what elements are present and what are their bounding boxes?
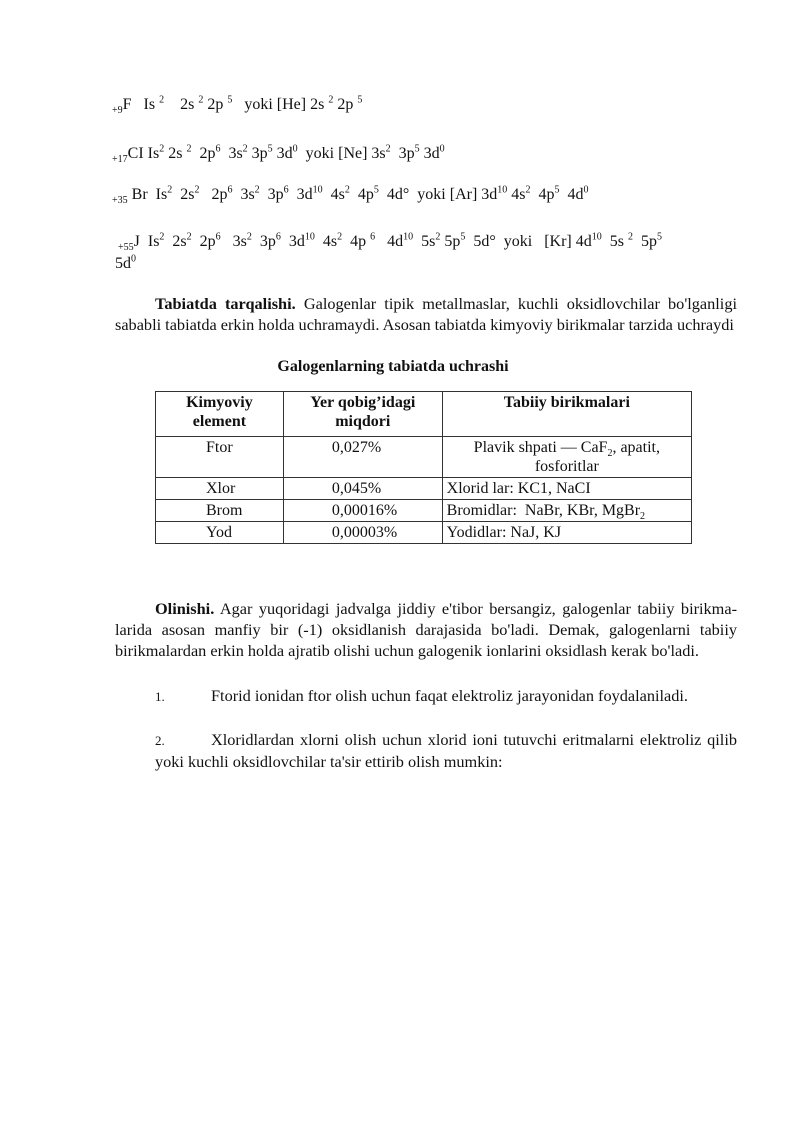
paragraph-text: Agar yuqoridagi jadvalga jiddiy e'tibor bersangiz, galogenlar tabiiy birikma- larida asosan manfiy bir (-1) oksidlanish darajasida bo'ladi. Demak, galogenlarni tabiiy birikmalardan erkin holda ajratib olishi uchun galogenik ionlarini oksidlash kerak bo'ladi. (115, 599, 737, 660)
nucleus-charge: +9 (112, 105, 123, 117)
nucleus-charge: +55 (118, 242, 134, 254)
list-text: Xloridlardan xlorni olish uchun xlorid ioni tutuvchi eritmalarni elektroliz qilib yoki kuchli oksidlovchilar ta'sir ettirib olish mumkin: (155, 730, 737, 771)
header-compounds: Tabiiy birikmalari (442, 392, 691, 437)
config-line-bromine (112, 184, 589, 207)
config-line-chlorine (112, 143, 445, 166)
table-row (156, 522, 692, 544)
cell-element: Xlor (156, 478, 284, 500)
header-element: Kimyoviy element (156, 392, 284, 437)
config-text: Br Is$^2$ $2s^2$ $2p^6$ $3s^2$ $3p^6$ $3d^{10}$ $4s^2$ $4p^5$ 4d° yoki [Ar] $3d^{10}$ $4s^2$ $4p^5$ $4d^0$ (127, 184, 589, 203)
cell-amount: 0,027% (283, 437, 442, 478)
cell-element: Brom (156, 500, 284, 522)
cell-element: Ftor (156, 437, 284, 478)
nucleus-charge: +17 (112, 154, 128, 166)
cell-compounds: Xlorid lar: KC1, NaCI (442, 478, 691, 500)
list-number: 1. (155, 689, 165, 704)
config-text: CI Is$^2$ 2s $^2$ $2p^6$ $3s^2$ $3p^5$ $3d^0$ yoki [Ne] $3s^2$ $3p^5$ $3d^0$ (127, 143, 445, 162)
cell-amount: 0,045% (283, 478, 442, 500)
cell-element: Yod (156, 522, 284, 544)
table-row (156, 500, 692, 522)
config-line-iodine (118, 231, 662, 254)
table-row (156, 478, 692, 500)
cell-compounds: Bromidlar: NaBr, KBr, MgBr$_2$ (442, 500, 691, 522)
paragraph-text: Galogenlar tipik metallmaslar, kuchli oksidlovchilar bo'lganligi sababli tabiatda erkin holda uchramaydi. Asosan tabiatda kimyoviy birikmalar tarzida uchraydi (115, 294, 737, 334)
table-caption: Galogenlarning tabiatda uchrashi (277, 358, 509, 375)
config-text: F Is $^2$ 2s $^2$ 2p $^5$ yoki [He] 2s $^2$ 2p $^5$ (122, 94, 363, 113)
paragraph-obtaining (115, 598, 737, 661)
paragraph-distribution (115, 293, 737, 335)
list-item (155, 685, 737, 707)
list-text: Ftorid ionidan ftor olish uchun faqat elektroliz jarayonidan foydalaniladi. (211, 686, 688, 705)
config-text: J Is$^2$ $2s^2$ $2p^6$ $3s^2$ $3p^6$ $3d^{10}$ $4s^2$ 4p $^6$ $4d^{10}$ $5s^2$ $5p^5$ 5d° yoki [Kr] $4d^{10}$ 5s $^2$ $5p^5$ (133, 231, 662, 250)
section-title-distribution: Tabiatda tarqalishi. (155, 294, 296, 313)
cell-compounds: Plavik shpati — CaF$_2$, apatit, fosforitlar (442, 437, 691, 478)
cell-amount: 0,00016% (283, 500, 442, 522)
table-header-row (156, 392, 692, 437)
config-line-iodine-cont (115, 255, 136, 273)
table-row (156, 437, 692, 478)
list-item (155, 729, 737, 772)
nucleus-charge: +35 (112, 195, 128, 207)
config-text: $5d^0$ (115, 253, 136, 272)
config-line-fluorine (112, 94, 363, 117)
halogen-table (155, 391, 692, 544)
section-title-obtaining: Olinishi. (155, 599, 215, 618)
cell-amount: 0,00003% (283, 522, 442, 544)
list-number: 2. (155, 733, 165, 748)
header-amount: Yer qobig’idagi miqdori (283, 392, 442, 437)
cell-compounds: Yodidlar: NaJ, KJ (442, 522, 691, 544)
